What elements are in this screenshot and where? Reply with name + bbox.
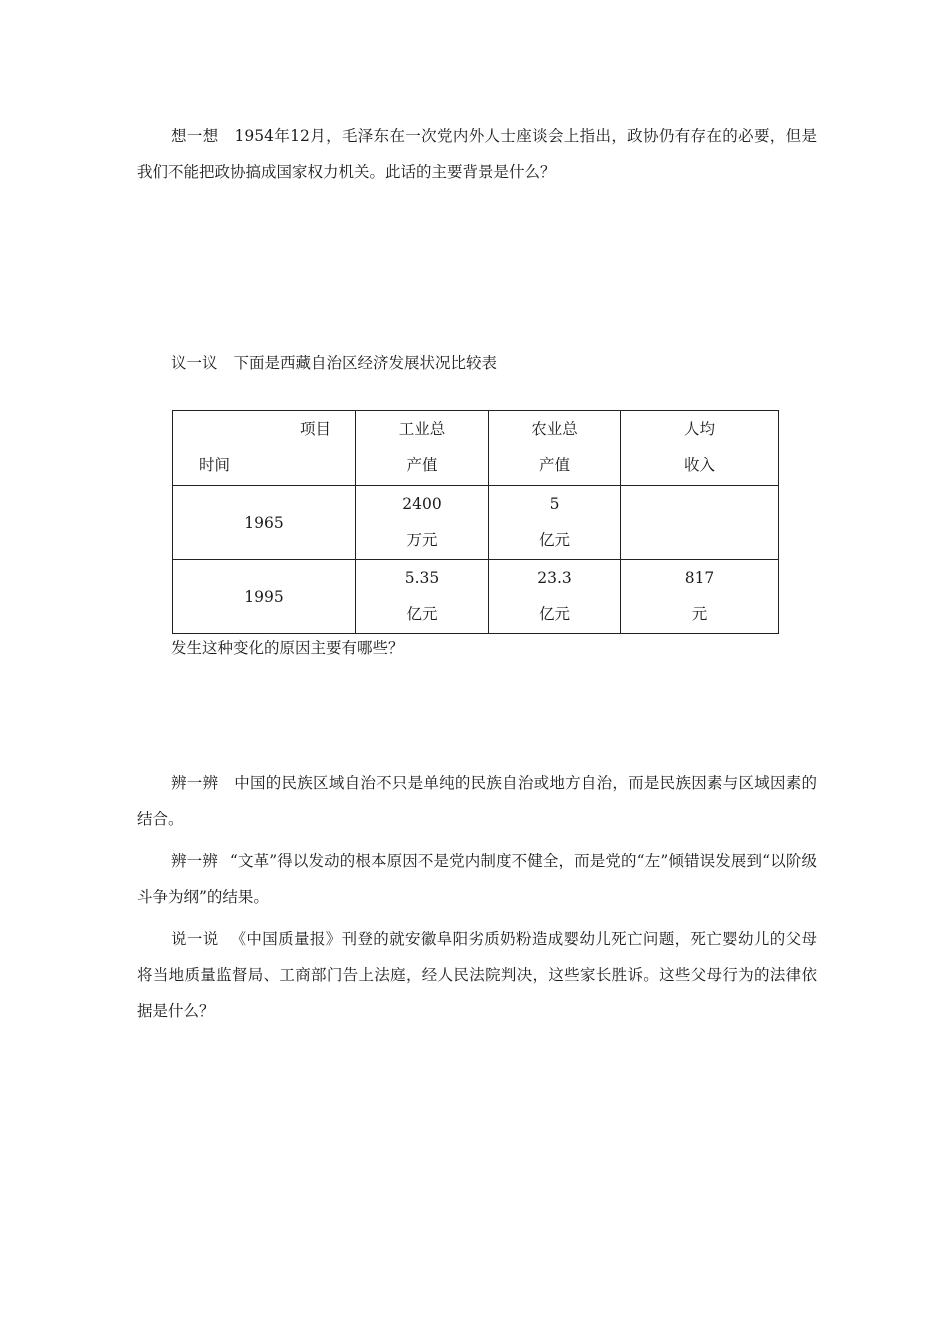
header-per-capita-income: 人均 收入	[621, 411, 779, 486]
row-year: 1995	[173, 560, 356, 634]
table-cell: 5 亿元	[489, 486, 621, 560]
debate1-text: 中国的民族区域自治不只是单纯的民族自治或地方自治，而是民族因素与区域因素的结合。	[137, 774, 817, 828]
think-text: 1954年12月，毛泽东在一次党内外人士座谈会上指出，政协仍有存在的必要，但是我们不能把政协搞成国家权力机关。此话的主要背景是什么？	[137, 127, 817, 181]
header-corner-cell	[173, 411, 356, 486]
debate2-tag: 辨一辨	[171, 852, 218, 870]
after-table-question: 发生这种变化的原因主要有哪些？	[171, 639, 404, 657]
speak-tag: 说一说	[171, 930, 219, 948]
economy-table	[172, 410, 779, 634]
table-cell: 817 元	[621, 560, 779, 634]
discuss-text: 下面是西藏自治区经济发展状况比较表	[233, 354, 498, 372]
table-cell: 5.35 亿元	[356, 560, 489, 634]
table-cell	[621, 486, 779, 560]
table-header-row	[173, 411, 779, 486]
debate1-tag: 辨一辨	[171, 774, 219, 792]
debate2-text: “文革”得以发动的根本原因不是党内制度不健全，而是党的“左”倾错误发展到“以阶级斗争为纲”的结果。	[137, 852, 817, 906]
table-cell: 23.3 亿元	[489, 560, 621, 634]
speak-text: 《中国质量报》刊登的就安徽阜阳劣质奶粉造成婴幼儿死亡问题，死亡婴幼儿的父母将当地质量监督局、工商部门告上法庭，经人民法院判决，这些家长胜诉。这些父母行为的法律依据是什么？	[137, 930, 817, 1020]
header-industrial-output: 工业总 产值	[356, 411, 489, 486]
table-row	[173, 486, 779, 560]
table-row	[173, 560, 779, 634]
discuss-paragraph	[137, 345, 817, 381]
table-cell: 2400 万元	[356, 486, 489, 560]
speak-paragraph	[137, 921, 817, 1029]
row-year: 1965	[173, 486, 356, 560]
think-paragraph	[137, 118, 817, 190]
header-item-label: 项目	[299, 420, 331, 438]
header-agricultural-output: 农业总 产值	[489, 411, 621, 486]
debate2-paragraph	[137, 843, 817, 915]
header-time-label: 时间	[199, 456, 231, 474]
think-tag: 想一想	[171, 127, 219, 145]
debate1-paragraph	[137, 765, 817, 837]
discuss-tag: 议一议	[171, 354, 218, 372]
